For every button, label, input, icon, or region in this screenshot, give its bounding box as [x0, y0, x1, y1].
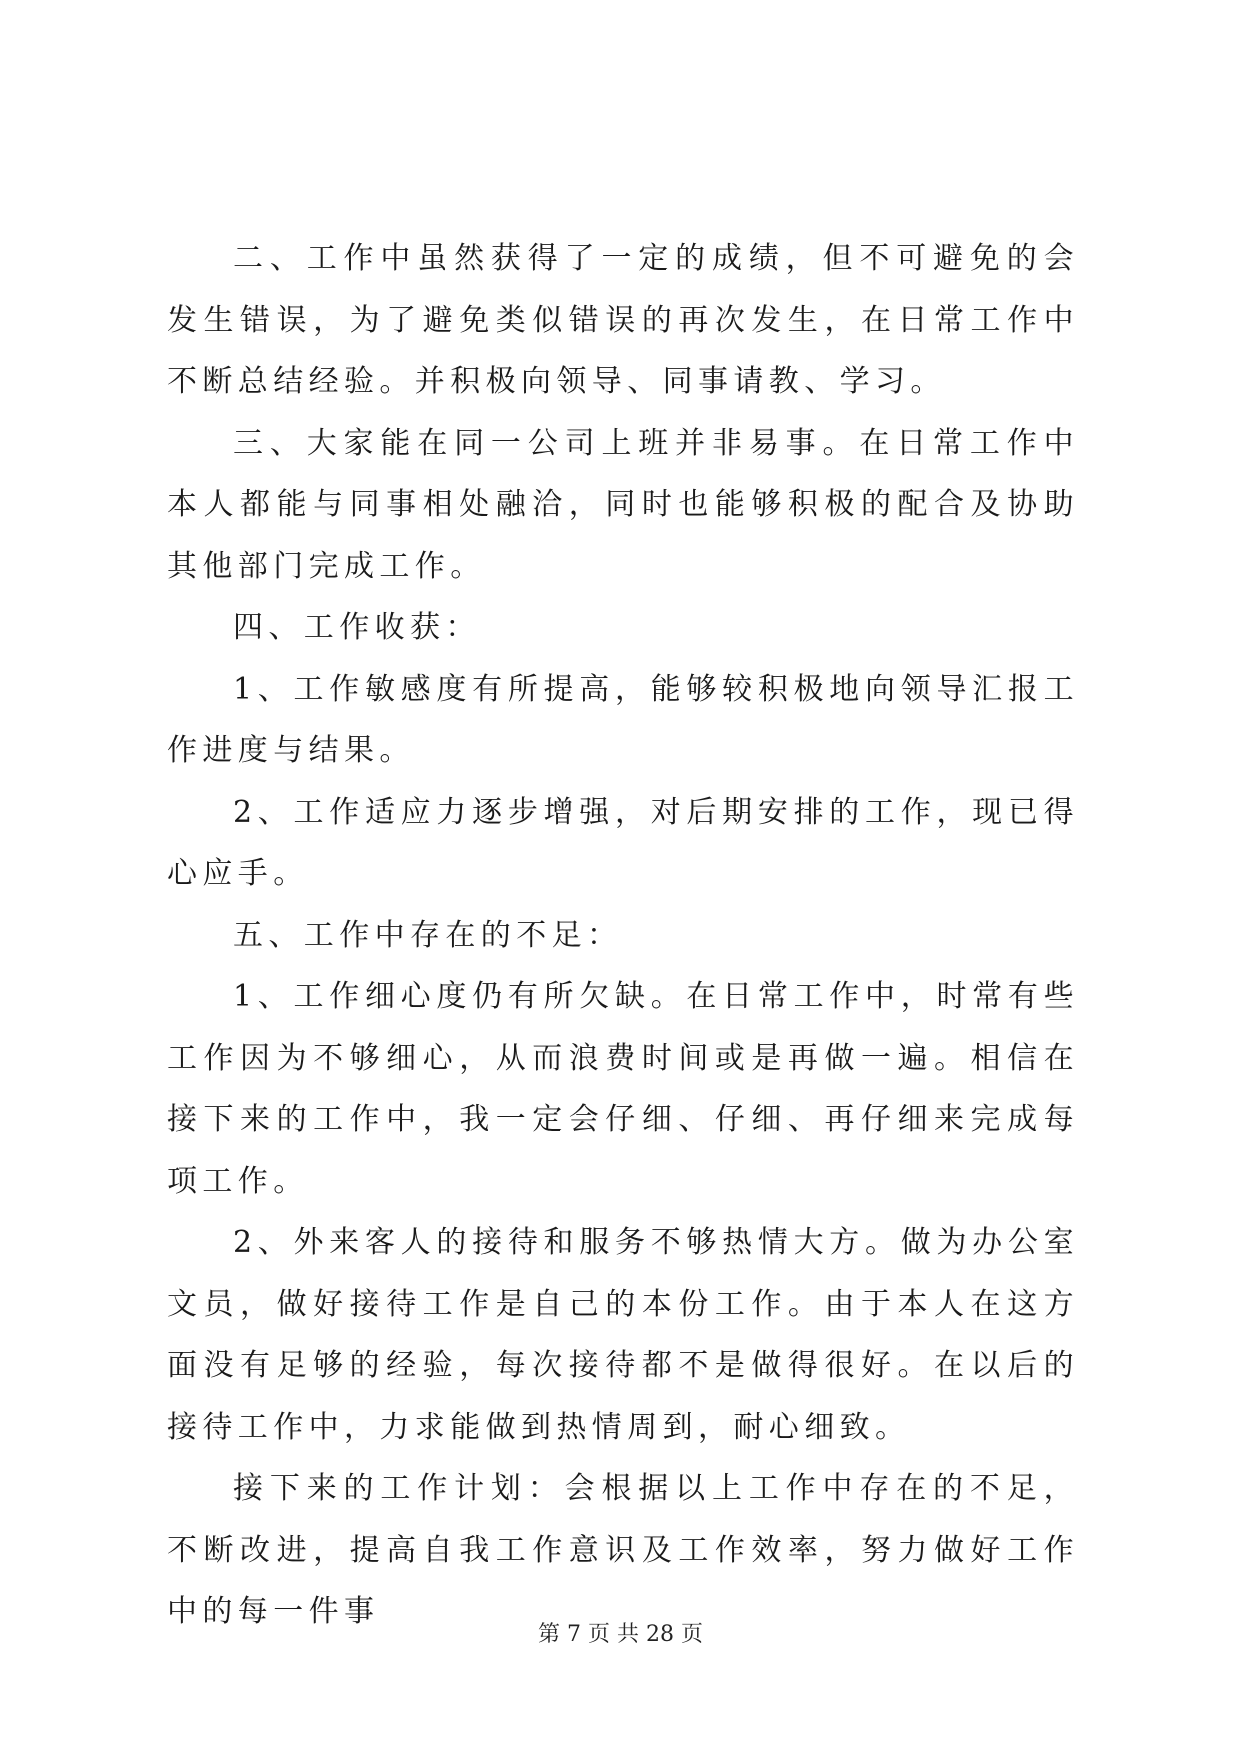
body-text — [167, 228, 1079, 1643]
section-heading-gains: 四、工作收获： — [233, 610, 481, 645]
paragraph-gain-1: 1、工作敏感度有所提高，能够较积极地向领导汇报工作进度与结果。 — [167, 671, 1079, 768]
paragraph-gain-2: 2、工作适应力逐步增强，对后期安排的工作，现已得心应手。 — [167, 794, 1079, 891]
paragraph-shortcoming-1: 1、工作细心度仍有所欠缺。在日常工作中，时常有些工作因为不够细心，从而浪费时间或是再做一遍。相信在接下来的工作中，我一定会仔细、仔细、再仔细来完成每项工作。 — [167, 979, 1079, 1199]
paragraph-shortcoming-2: 2、外来客人的接待和服务不够热情大方。做为办公室文员，做好接待工作是自己的本份工作。由于本人在这方面没有足够的经验，每次接待都不是做得很好。在以后的接待工作中，力求能做到热情周到，耐心细致。 — [167, 1225, 1079, 1445]
page-number-footer: 第 7 页 共 28 页 — [538, 1622, 703, 1647]
section-heading-shortcomings: 五、工作中存在的不足： — [233, 917, 623, 953]
paragraph-item-3: 三、大家能在同一公司上班并非易事。在日常工作中本人都能与同事相处融洽，同时也能够积极的配合及协助其他部门完成工作。 — [167, 425, 1079, 584]
paragraph-item-2: 二、工作中虽然获得了一定的成绩，但不可避免的会发生错误，为了避免类似错误的再次发生，在日常工作中不断总结经验。并积极向领导、同事请教、学习。 — [167, 241, 1079, 399]
paragraph-next-plan: 接下来的工作计划：会根据以上工作中存在的不足，不断改进，提高自我工作意识及工作效率，努力做好工作中的每一件事 — [167, 1471, 1079, 1629]
